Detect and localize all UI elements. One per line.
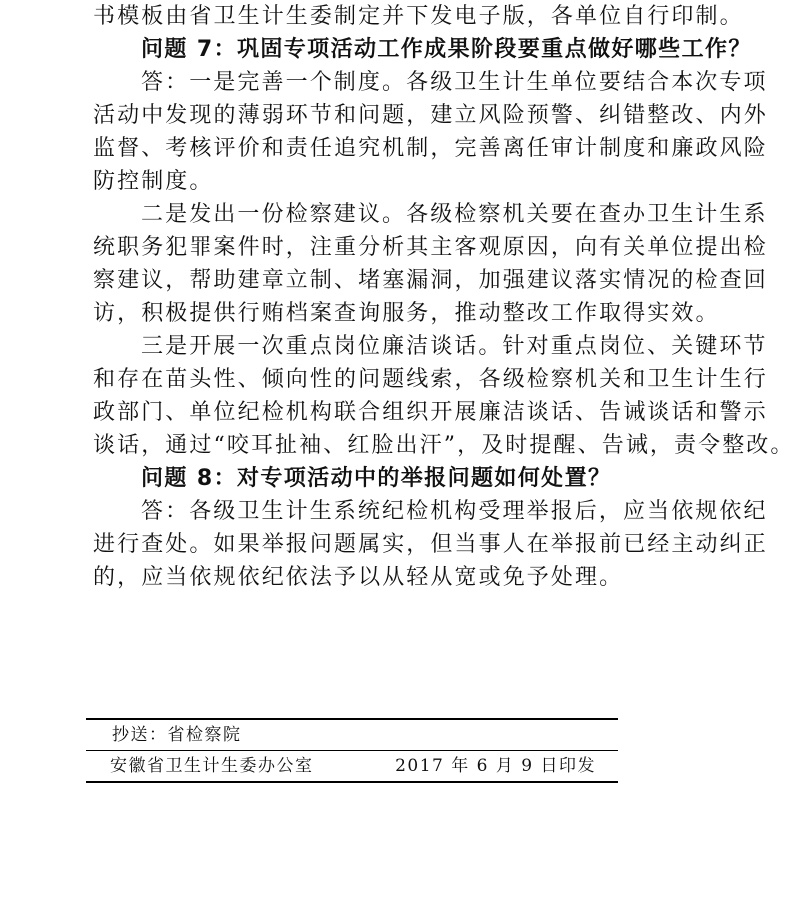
paragraph-line: 活动中发现的薄弱环节和问题，建立风险预警、纠错整改、内外	[93, 103, 768, 128]
issuer-row	[86, 751, 618, 781]
paragraph-line: 书模板由省卫生计生委制定并下发电子版，各单位自行印制。	[93, 4, 744, 29]
footer-bottom-rule	[86, 781, 618, 783]
paragraph-line: 统职务犯罪案件时，注重分析其主客观原因，向有关单位提出检	[93, 235, 768, 260]
question-heading: 问题 8：对专项活动中的举报问题如何处置？	[141, 466, 612, 491]
paragraph-line: 二是发出一份检察建议。各级检察机关要在查办卫生计生系	[141, 202, 768, 227]
paragraph-line: 防控制度。	[93, 169, 214, 194]
document-body	[93, 0, 795, 594]
paragraph-line: 和存在苗头性、倾向性的问题线索，各级检察机关和卫生计生行	[93, 367, 768, 392]
paragraph-line: 监督、考核评价和责任追究机制，完善离任审计制度和廉政风险	[93, 136, 768, 161]
question-heading: 问题 7：巩固专项活动工作成果阶段要重点做好哪些工作？	[141, 37, 752, 62]
paragraph-line: 三是开展一次重点岗位廉洁谈话。针对重点岗位、关键环节	[141, 334, 768, 359]
paragraph-line: 的，应当依规依纪依法予以从轻从宽或免予处理。	[93, 565, 624, 590]
issue-date: 2017 年 6 月 9 日印发	[395, 756, 596, 776]
paragraph-line: 答：各级卫生计生系统纪检机构受理举报后，应当依规依纪	[141, 499, 768, 524]
paragraph-line: 答：一是完善一个制度。各级卫生计生单位要结合本次专项	[141, 70, 768, 95]
cc-row	[86, 720, 618, 750]
document-footer	[86, 718, 618, 783]
paragraph-line: 察建议，帮助建章立制、堵塞漏洞，加强建议落实情况的检查回	[93, 268, 768, 293]
paragraph-line: 访，积极提供行贿档案查询服务，推动整改工作取得实效。	[93, 301, 720, 326]
paragraph-line: 政部门、单位纪检机构联合组织开展廉洁谈话、告诫谈话和警示	[93, 400, 768, 425]
paragraph-line: 进行查处。如果举报问题属实，但当事人在举报前已经主动纠正	[93, 532, 768, 557]
paragraph-line: 谈话，通过“咬耳扯袖、红脸出汗”，及时提醒、告诫，责令整改。	[93, 433, 795, 458]
cc-recipients: 抄送：省检察院	[112, 725, 242, 745]
issuing-office: 安徽省卫生计生委办公室	[110, 756, 314, 776]
